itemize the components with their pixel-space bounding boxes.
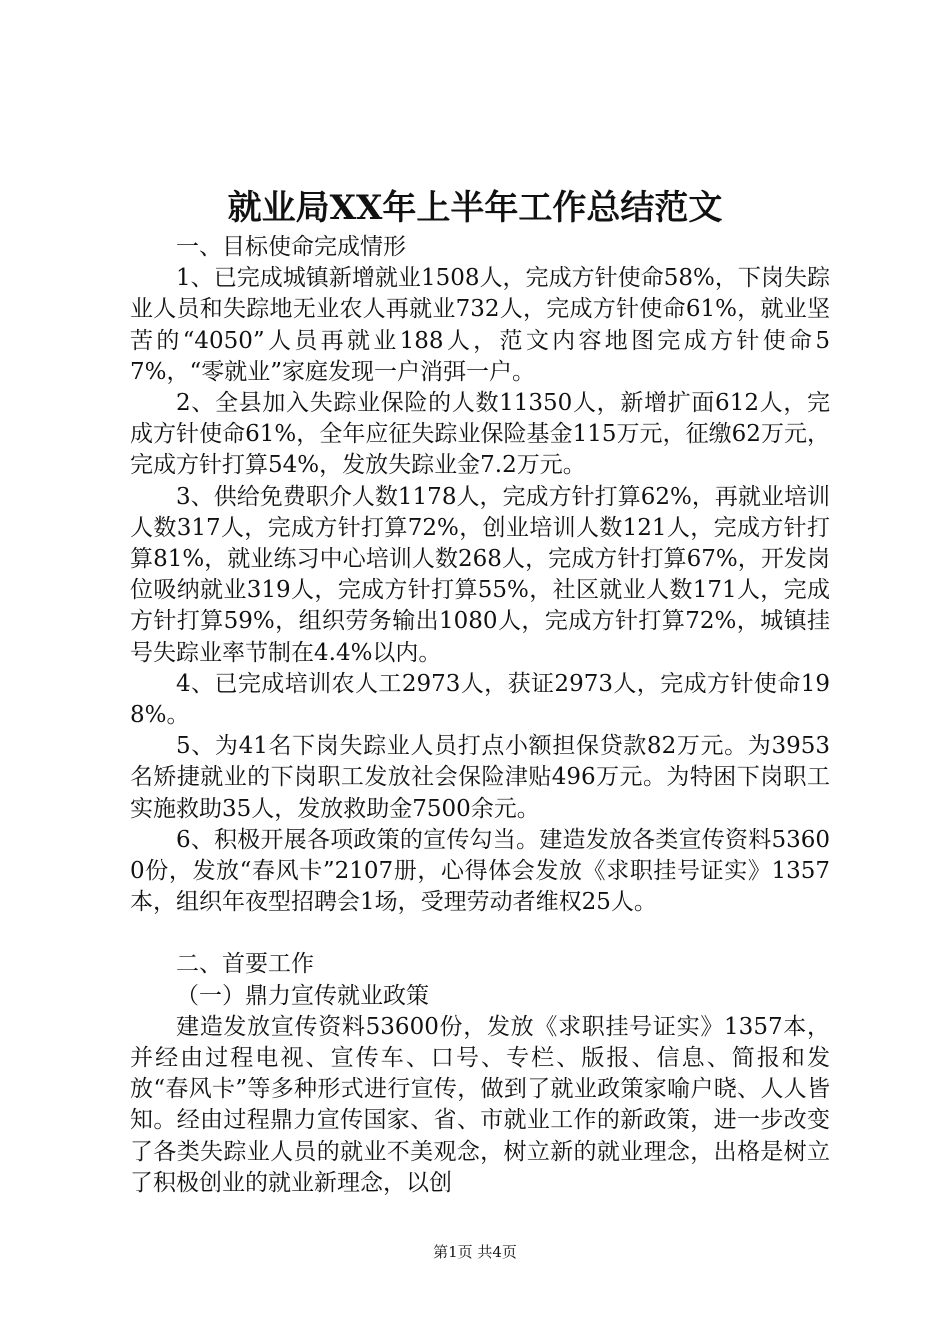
paragraph-item-6: 6、积极开展各项政策的宣传勾当。建造发放各类宣传资料53600份，发放“春风卡”2107册，心得体会发放《求职挂号证实》1357本，组织年夜型招聘会1场，受理劳动者维权25人。 [130, 826, 830, 916]
paragraph-item-4: 4、已完成培训农人工2973人，获证2973人，完成方针使命198%。 [130, 670, 830, 729]
section-heading-main-work: 二、首要工作 [176, 951, 314, 978]
document-title: 就业局XX年上半年工作总结范文 [227, 188, 723, 228]
page-footer: 第1页 共4页 [433, 1243, 517, 1261]
paragraph-item-3: 3、供给免费职介人数1178人，完成方针打算62%，再就业培训人数317人，完成方针打算72%，创业培训人数121人，完成方针打算81%，就业练习中心培训人数268人，完成方针打算67%，开发岗位吸纳就业319人，完成方针打算55%，社区就业人数171人，完成方针打算59%，组织劳务输出1080人，完成方针打算72%，城镇挂号失踪业率节制在4.4%以内。 [130, 483, 830, 666]
section-spacer [130, 918, 830, 949]
document-body [130, 232, 830, 1199]
paragraph-item-5: 5、为41名下岗失踪业人员打点小额担保贷款82万元。为3953名矫捷就业的下岗职工发放社会保险津贴496万元。为特困下岗职工实施救助35人，发放救助金7500余元。 [130, 733, 830, 822]
subsection-heading-policy: （一）鼎力宣传就业政策 [176, 982, 429, 1009]
paragraph-item-2: 2、全县加入失踪业保险的人数11350人，新增扩面612人，完成方针使命61%，全年应征失踪业保险基金115万元，征缴62万元，完成方针打算54%，发放失踪业金7.2万元。 [130, 390, 830, 479]
paragraph-policy: 建造发放宣传资料53600份，发放《求职挂号证实》1357本，并经由过程电视、宣传车、口号、专栏、版报、信息、简报和发放“春风卡”等多种形式进行宣传，做到了就业政策家喻户晓、人人皆知。经由过程鼎力宣传国家、省、市就业工作的新政策，进一步改变了各类失踪业人员的就业不美观念，树立新的就业理念，出格是树立了积极创业的就业新理念，以创 [130, 1013, 830, 1196]
section-heading-targets: 一、目标使命完成情形 [176, 234, 406, 260]
paragraph-item-1: 1、已完成城镇新增就业1508人，完成方针使命58%，下岗失踪业人员和失踪地无业农人再就业732人，完成方针使命61%，就业坚苦的“4050”人员再就业188人，范文内容地图完成方针使命57%，“零就业”家庭发现一户消弭一户。 [130, 265, 830, 385]
